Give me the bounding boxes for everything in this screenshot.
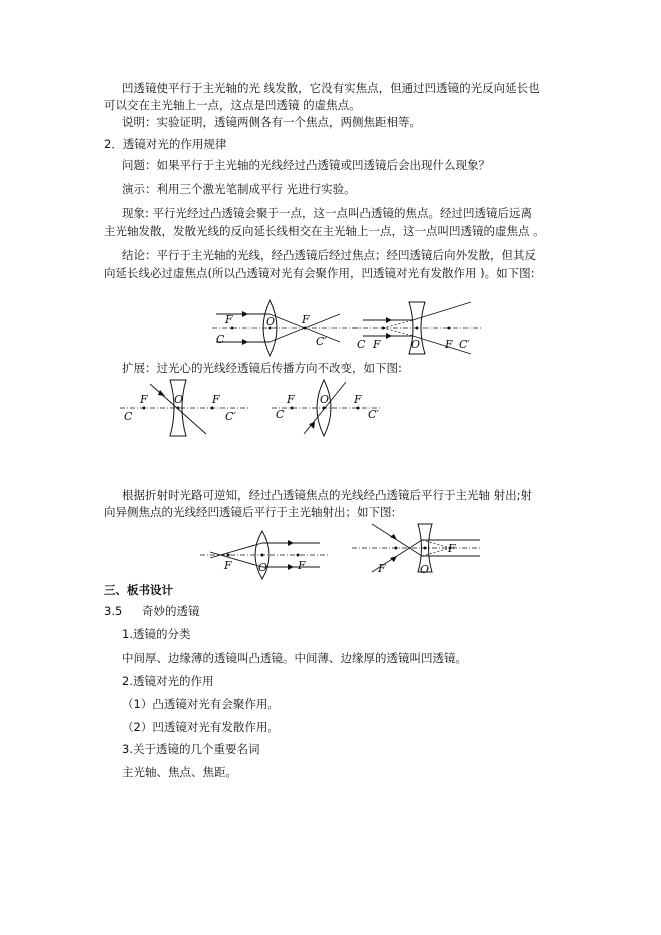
label-F: F (224, 559, 232, 572)
focus-point (382, 327, 385, 330)
focus-point (304, 327, 307, 330)
label-C-prime: C′ (316, 335, 327, 348)
label-F: F (378, 562, 386, 575)
convex-focus-parallel-diagram (200, 530, 330, 580)
label-F: F (225, 313, 233, 326)
optical-center (177, 407, 180, 410)
virtual-ray (422, 540, 450, 548)
label-F: F (448, 542, 456, 555)
arrow-head (242, 311, 248, 317)
focus-point (211, 407, 214, 410)
arrow-head (309, 422, 315, 429)
label-C-prime: C′ (459, 338, 470, 351)
focus-point (291, 407, 294, 410)
label-C-prime: C′ (368, 408, 379, 421)
label-C: C (357, 338, 366, 351)
concave-center-ray-diagram (120, 378, 250, 438)
focus-point (395, 547, 398, 550)
label-O: O (411, 338, 421, 351)
arrow-head (390, 556, 397, 562)
label-O: O (174, 393, 184, 406)
ray (413, 302, 471, 320)
label-O: O (420, 563, 430, 576)
phenomenon-line2: 主光轴发散，发散光线的反向延长线相交在主光轴上一点，这一点叫凹透镜的虚焦点 。 (104, 224, 545, 238)
label-F: F (445, 338, 453, 351)
section2-heading: 2．透镜对光的作用规律 (104, 137, 227, 151)
convex-center-ray-diagram (272, 378, 382, 438)
focus-point (143, 407, 146, 410)
label-C: C (124, 410, 133, 423)
question-text: 问题：如果平行于主光轴的光线经过凸透镜或凹透镜后会出现什么现象？ (122, 158, 490, 172)
board-heading: 三、板书设计 (104, 583, 173, 597)
arrow-head (386, 333, 392, 339)
conclusion-line2: 向延长线必过虚焦点(所以凸透镜对光有会聚作用，凹透镜对光有发散作用 )。如下图: (104, 266, 535, 280)
focus-point (297, 554, 300, 557)
note-text: 说明：实验证明，透镜两侧各有一个焦点，两侧焦距相等。 (122, 115, 421, 129)
label-O: O (258, 561, 268, 574)
concave-intro-line1: 凹透镜使平行于主光轴的光 线发散，它没有实焦点，但通过凹透镜的光反向延长也 (122, 81, 540, 95)
board-item1-text: 中间厚、边缘薄的透镜叫凸透镜。中间薄、边缘厚的透镜叫凹透镜。 (122, 651, 467, 665)
board-item2: 2.透镜对光的作用 (122, 674, 214, 688)
conclusion-line1: 结论：平行于主光轴的光线，经凸透镜后经过焦点；经凹透镜后向外发散，但其反 (122, 248, 536, 262)
arrow-head (288, 564, 294, 570)
convex-converging-diagram (212, 298, 362, 358)
label-F: F (287, 393, 295, 406)
board-number: 3.5 (104, 604, 123, 618)
board-item3-text: 主光轴、焦点、焦距。 (122, 765, 237, 779)
optical-center (261, 554, 264, 557)
focus-point (357, 407, 360, 410)
label-F: F (298, 559, 306, 572)
reversible-line1: 根据折射时光路可逆知，经过凸透镜焦点的光线经凸透镜后平行于主光轴 射出;射 (122, 488, 533, 502)
label-C: C (216, 333, 225, 346)
ray (210, 543, 262, 558)
extension-text: 扩展：过光心的光线经透镜后传播方向不改变，如下图: (122, 361, 402, 375)
arrow-head (390, 534, 397, 540)
focus-point (448, 327, 451, 330)
ray (210, 552, 262, 567)
optical-center (416, 327, 419, 330)
concave-diverging-diagram (353, 298, 483, 358)
board-item1: 1.透镜的分类 (122, 627, 191, 641)
label-O: O (320, 393, 330, 406)
board-title: 奇妙的透镜 (142, 604, 200, 618)
optical-center (424, 547, 427, 550)
arrow-head (386, 317, 392, 323)
arrow-head (288, 540, 294, 546)
label-O: O (266, 315, 276, 328)
label-C-prime: C′ (225, 410, 236, 423)
optical-center (323, 407, 326, 410)
label-F: F (212, 393, 220, 406)
board-item2-b: （2）凹透镜对光有发散作用。 (122, 720, 279, 734)
board-item2-a: （1）凸透镜对光有会聚作用。 (122, 697, 279, 711)
label-F: F (373, 338, 381, 351)
label-F: F (354, 393, 362, 406)
label-C: C (276, 408, 285, 421)
arrow-head (158, 390, 165, 396)
arrow-head (242, 339, 248, 345)
concave-focus-parallel-diagram (352, 520, 482, 576)
phenomenon-line1: 现象: 平行光经过凸透镜会聚于一点，这一点叫凸透镜的焦点。经过凹透镜后远离 (122, 206, 533, 220)
concave-intro-line2: 可以交在主光轴上一点，这点是凹透镜 的虚焦点。 (104, 98, 361, 112)
focus-point (231, 327, 234, 330)
label-F: F (302, 313, 310, 326)
focus-point (227, 554, 230, 557)
board-item3: 3.关于透镜的几个重要名词 (122, 742, 260, 756)
demo-text: 演示：利用三个激光笔制成平行 光进行实验。 (122, 182, 356, 196)
label-F: F (140, 393, 148, 406)
virtual-ray (422, 548, 450, 556)
reversible-line2: 向异侧焦点的光线经凹透镜后平行于主光轴射出；如下图: (104, 505, 396, 519)
